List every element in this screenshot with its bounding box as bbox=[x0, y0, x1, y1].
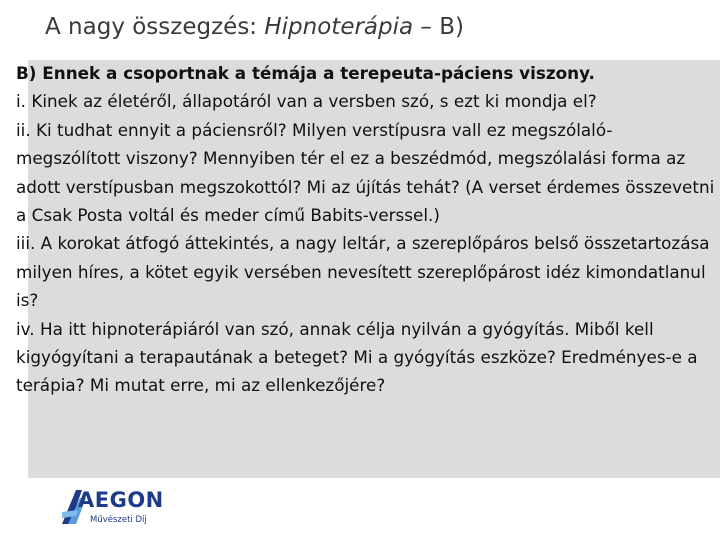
title-suffix: – B) bbox=[413, 14, 464, 40]
title-italic: Hipnoterápia bbox=[264, 14, 414, 40]
question-ii: ii. Ki tudhat ennyit a páciensről? Milyen verstípusra vall ez megszólaló-megszólított viszony? Mennyiben tér el ez a beszédmód, megszólalási forma az adott verstípusban megszokottól? Mi az újítás tehát? (A verset érdemes összevetni a Csak Posta voltál és meder című Babits-verssel.) bbox=[16, 119, 715, 226]
logo-subtitle: Művészeti Díj bbox=[90, 515, 147, 525]
aegon-logo bbox=[60, 484, 170, 536]
question-iv: iv. Ha itt hipnoterápiáról van szó, annak célja nyilván a gyógyítás. Miből kell kigyógyítani a terapautának a beteget? Mi a gyógyítás eszköze? Eredményes-e a terápia? Mi mutat erre, mi az ellenkezőjére? bbox=[16, 318, 698, 396]
slide-body bbox=[16, 59, 716, 400]
title-prefix: A nagy összegzés: bbox=[45, 14, 265, 40]
question-iii: iii. A korokat átfogó áttekintés, a nagy leltár, a szereplőpáros belső összetartozása milyen híres, a kötet egyik versében nevesített szereplőpárost idéz kimondatlanul is? bbox=[16, 233, 710, 311]
question-i: i. Kinek az életéről, állapotáról van a versben szó, s ezt ki mondja el? bbox=[16, 91, 597, 112]
slide-title bbox=[45, 14, 464, 40]
logo-wordmark: AEGON bbox=[78, 488, 164, 512]
section-heading: B) Ennek a csoportnak a témája a terepeuta-páciens viszony. bbox=[16, 63, 595, 83]
